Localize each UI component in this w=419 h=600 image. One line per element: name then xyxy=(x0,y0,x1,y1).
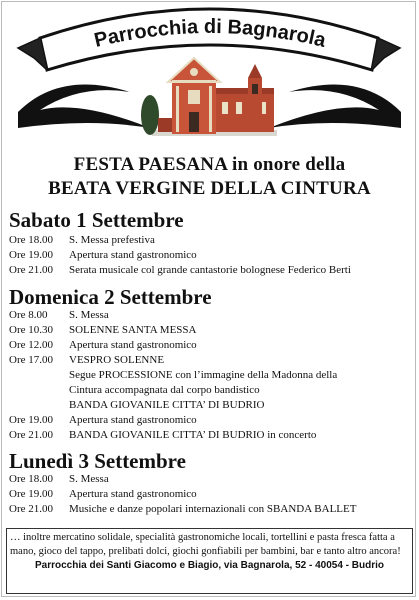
footer-box xyxy=(6,528,413,594)
event-title-line1: FESTA PAESANA in onore della xyxy=(73,154,346,175)
schedule-row xyxy=(9,428,414,443)
schedule-row xyxy=(9,398,414,413)
banner-text: Parrocchia di Bagnarola xyxy=(92,15,328,52)
event-time: Ore 19.00 xyxy=(9,249,53,261)
schedule-row xyxy=(9,353,414,368)
schedule-row xyxy=(9,338,414,353)
event-time: Ore 21.00 xyxy=(9,503,53,515)
event-time xyxy=(9,398,69,413)
schedule-row xyxy=(9,368,414,383)
event-time: Ore 8.00 xyxy=(9,309,48,321)
event-description: BANDA GIOVANILE CITTA’ DI BUDRIO xyxy=(69,399,265,411)
event-description: Apertura stand gastronomico xyxy=(69,249,197,261)
event-description: S. Messa xyxy=(69,473,109,485)
schedule-sabato xyxy=(9,233,414,278)
event-time xyxy=(9,368,69,383)
event-title xyxy=(0,153,419,201)
event-time: Ore 19.00 xyxy=(9,414,53,426)
event-time: Ore 17.00 xyxy=(9,354,53,366)
schedule-row xyxy=(9,472,414,487)
event-description: S. Messa prefestiva xyxy=(69,234,155,246)
day-heading-sabato: Sabato 1 Settembre xyxy=(9,208,184,232)
event-time: Ore 18.00 xyxy=(9,234,53,246)
schedule-row xyxy=(9,502,414,517)
event-time xyxy=(9,383,69,398)
footer-note: … inoltre mercatino solidale, specialità gastronomiche locali, tortellini e pasta fresca fatta a mano, gioco del tappo, prelibati dolci, giochi gonfiabili per bambini, bar e tanto altro ancora! xyxy=(10,532,401,557)
schedule-row xyxy=(9,487,414,502)
event-description: BANDA GIOVANILE CITTA’ DI BUDRIO in concerto xyxy=(69,429,317,441)
event-title-line2: BEATA VERGINE DELLA CINTURA xyxy=(48,178,371,199)
event-description: VESPRO SOLENNE xyxy=(69,354,165,366)
schedule-row xyxy=(9,248,414,263)
banner-text-layer xyxy=(0,0,419,150)
header xyxy=(0,0,419,150)
event-description: Cintura accompagnata dal corpo bandistico xyxy=(69,384,260,396)
event-time: Ore 10.30 xyxy=(9,324,53,336)
event-description: Apertura stand gastronomico xyxy=(69,488,197,500)
schedule-domenica xyxy=(9,308,414,443)
day-heading-domenica: Domenica 2 Settembre xyxy=(9,285,212,309)
event-description: Serata musicale col grande cantastorie bolognese Federico Berti xyxy=(69,264,351,276)
event-time: Ore 12.00 xyxy=(9,339,53,351)
schedule-row xyxy=(9,233,414,248)
schedule-row xyxy=(9,263,414,278)
event-time: Ore 21.00 xyxy=(9,264,53,276)
schedule-lunedi xyxy=(9,472,414,517)
event-description: Musiche e danze popolari internazionali con SBANDA BALLET xyxy=(69,503,357,515)
event-description: Segue PROCESSIONE con l’immagine della Madonna della xyxy=(69,369,338,381)
schedule-row xyxy=(9,308,414,323)
schedule-row xyxy=(9,413,414,428)
event-description: Apertura stand gastronomico xyxy=(69,414,197,426)
event-description: S. Messa xyxy=(69,309,109,321)
event-time: Ore 19.00 xyxy=(9,488,53,500)
event-description: Apertura stand gastronomico xyxy=(69,339,197,351)
event-time: Ore 18.00 xyxy=(9,473,53,485)
day-heading-lunedi: Lunedì 3 Settembre xyxy=(9,449,186,473)
event-description: SOLENNE SANTA MESSA xyxy=(69,324,197,336)
event-time: Ore 21.00 xyxy=(9,429,53,441)
schedule-row xyxy=(9,383,414,398)
schedule-row xyxy=(9,323,414,338)
footer-address: Parrocchia dei Santi Giacomo e Biagio, via Bagnarola, 52 - 40054 - Budrio xyxy=(34,560,384,571)
